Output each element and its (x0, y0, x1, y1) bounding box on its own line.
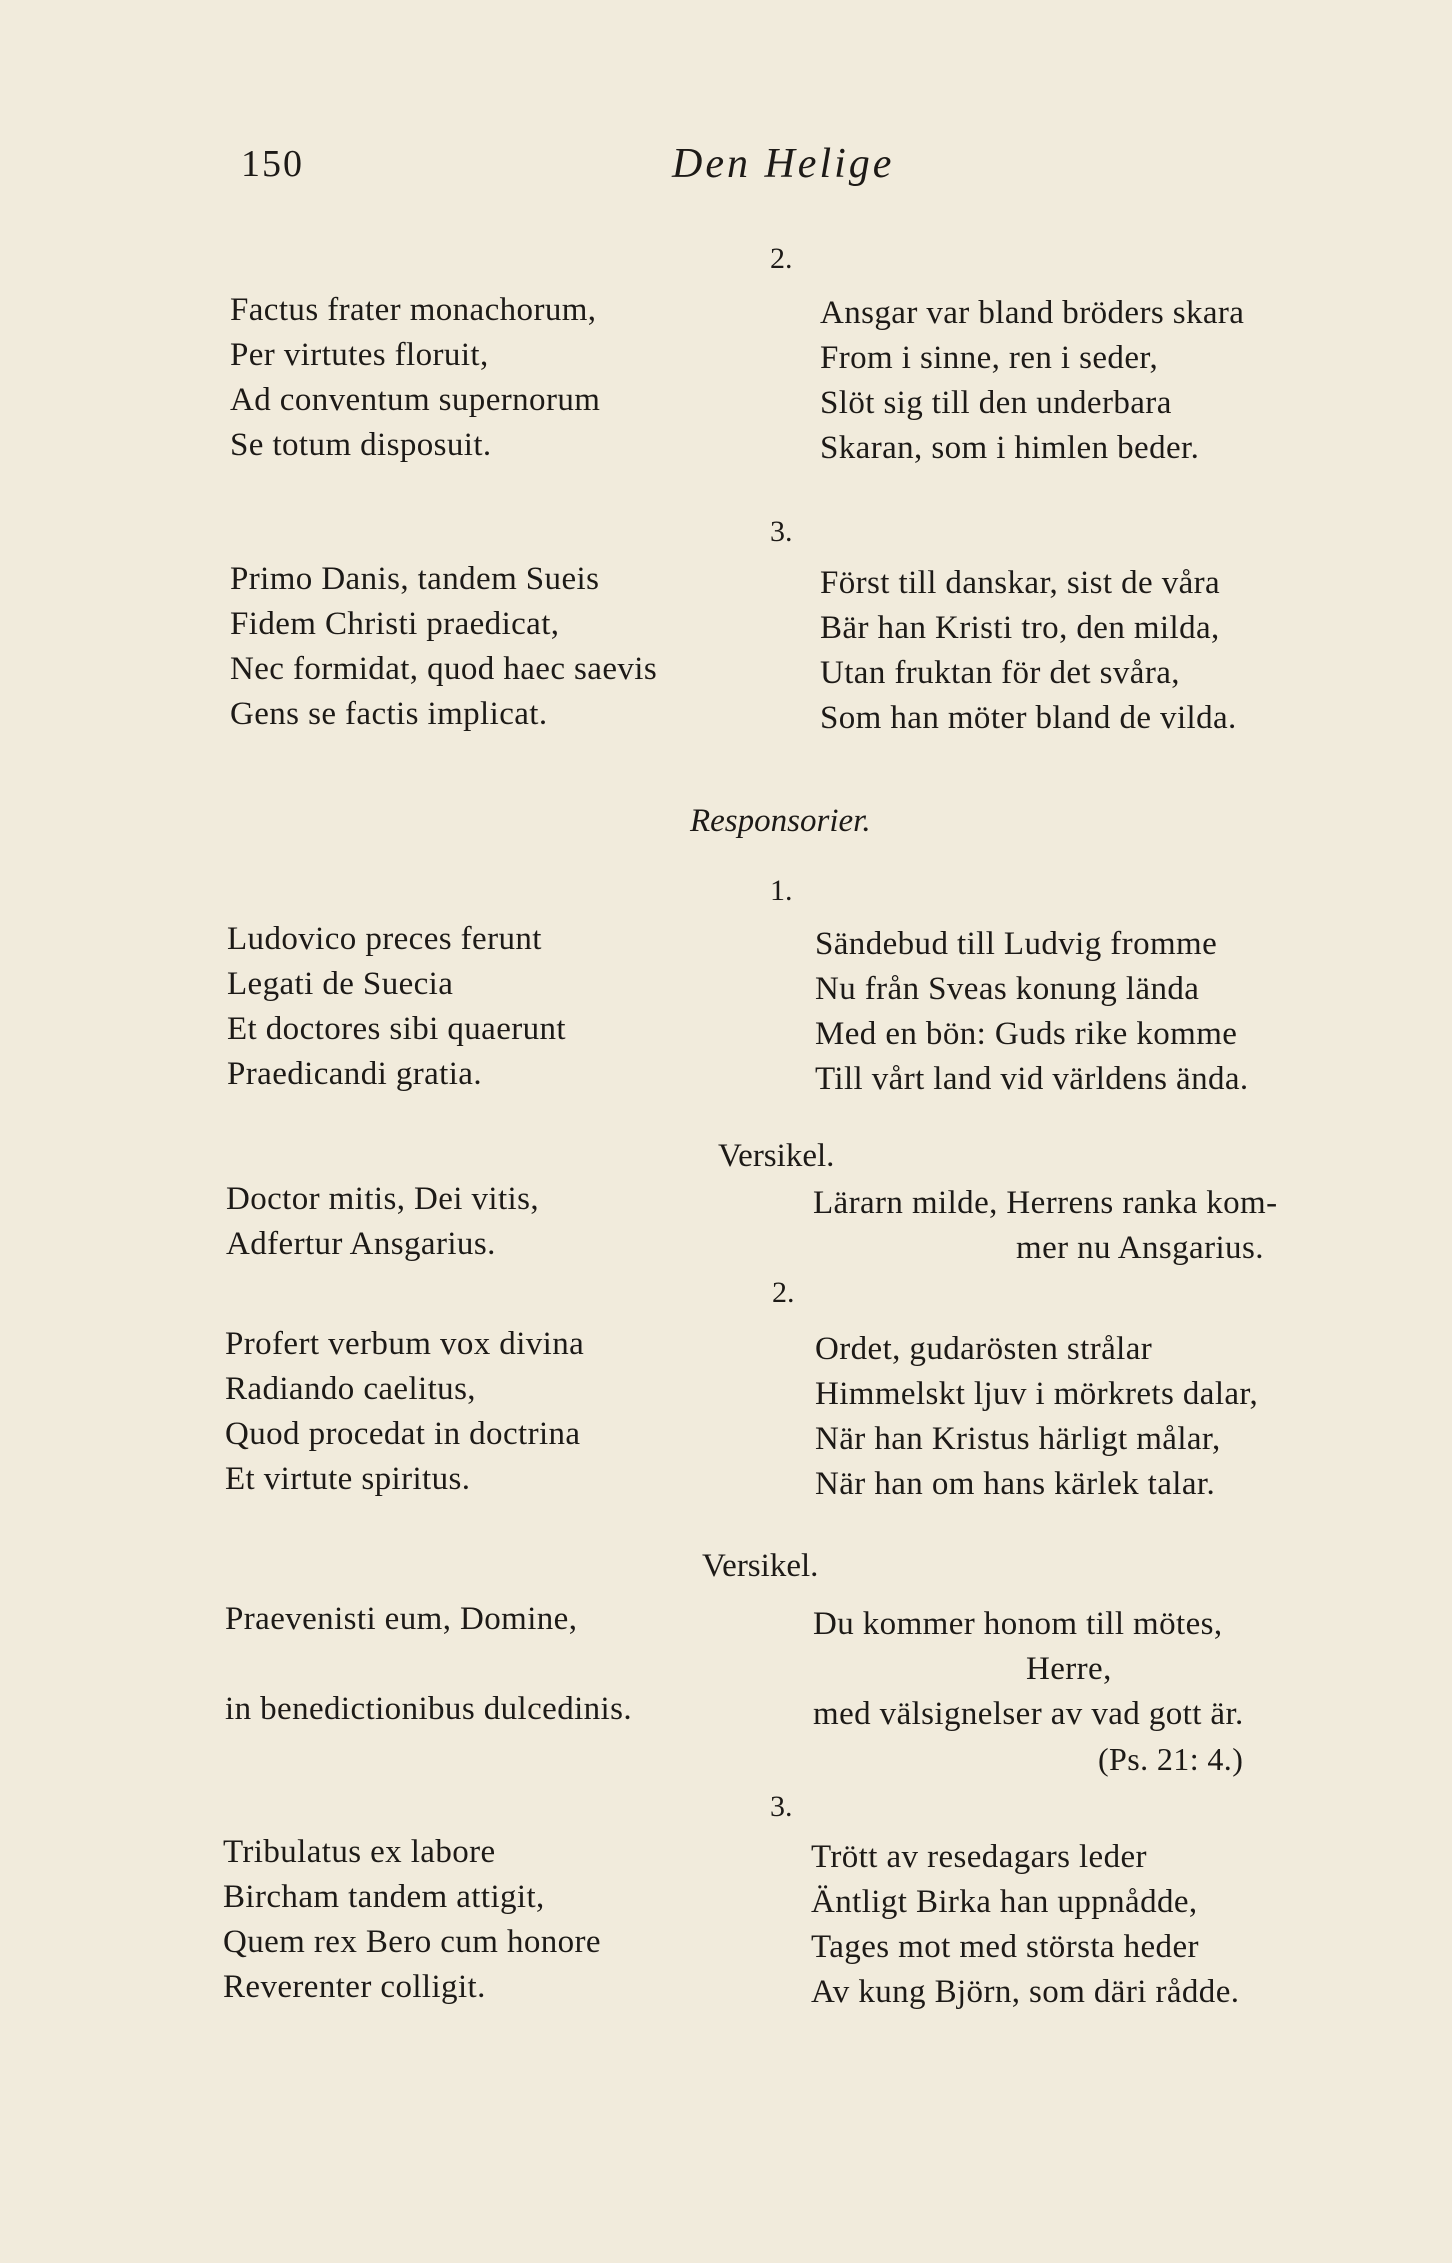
verse-line: Quem rex Bero cum honore (223, 1924, 601, 1960)
verse-line: Först till danskar, sist de våra (820, 565, 1221, 601)
verse-line: Sändebud till Ludvig fromme (815, 926, 1218, 962)
responsory-number: 2. (772, 1276, 795, 1309)
verse-line: Tribulatus ex labore (223, 1834, 496, 1870)
verse-line: Adfertur Ansgarius. (226, 1226, 496, 1262)
verse-line: Et virtute spiritus. (225, 1461, 471, 1497)
responsory-number: 3. (770, 1790, 793, 1823)
verse-line: Per virtutes floruit, (230, 337, 489, 373)
verse-line: Se totum disposuit. (230, 427, 492, 463)
latin-stanza (225, 1322, 584, 1502)
swedish-stanza (815, 1327, 1258, 1507)
verse-line: Radiando caelitus, (225, 1371, 476, 1407)
verse-line: Till vårt land vid världens ända. (815, 1061, 1249, 1097)
swedish-stanza (815, 922, 1249, 1102)
verse-line: Primo Danis, tandem Sueis (230, 561, 600, 597)
verse-line: med välsignelser av vad gott är. (813, 1696, 1244, 1732)
verse-line: Du kommer honom till mötes, (813, 1606, 1223, 1642)
verse-line: Profert verbum vox divina (225, 1326, 585, 1362)
verse-line: Gens se factis implicat. (230, 696, 548, 732)
verse-line: Fidem Christi praedicat, (230, 606, 560, 642)
latin-stanza (223, 1830, 601, 2010)
page-number: 150 (241, 143, 304, 185)
verse-line: Skaran, som i himlen beder. (820, 430, 1200, 466)
verse-line: Ludovico preces ferunt (227, 921, 542, 957)
verse-line: Herre, (1026, 1651, 1112, 1687)
latin-stanza (230, 557, 657, 737)
verse-line: From i sinne, ren i seder, (820, 340, 1159, 376)
verse-line: Lärarn milde, Herrens ranka kom- (813, 1185, 1278, 1221)
verse-line: Reverenter colligit. (223, 1969, 486, 2005)
section-heading: Responsorier. (690, 803, 871, 839)
page-title: Den Helige (672, 141, 895, 187)
verse-line: Quod procedat in doctrina (225, 1416, 581, 1452)
verse-line: När han om hans kärlek talar. (815, 1466, 1216, 1502)
verse-line: Nec formidat, quod haec saevis (230, 651, 658, 687)
verse-line: Ordet, gudarösten strålar (815, 1331, 1153, 1367)
verse-line: När han Kristus härligt målar, (815, 1421, 1221, 1457)
swedish-stanza (820, 291, 1244, 471)
versicle-label: Versikel. (702, 1548, 819, 1584)
stanza-number: 2. (770, 242, 793, 275)
verse-line: Som han möter bland de vilda. (820, 700, 1237, 736)
verse-line: Med en bön: Guds rike komme (815, 1016, 1238, 1052)
verse-line: Legati de Suecia (227, 966, 454, 1002)
responsory-number: 1. (770, 874, 793, 907)
verse-line: Slöt sig till den underbara (820, 385, 1172, 421)
stanza-number: 3. (770, 515, 793, 548)
verse-line: Ansgar var bland bröders skara (820, 295, 1245, 331)
verse-line: Ad conventum supernorum (230, 382, 601, 418)
verse-line: Bär han Kristi tro, den milda, (820, 610, 1220, 646)
verse-line: Doctor mitis, Dei vitis, (226, 1181, 539, 1217)
verse-line: Trött av resedagars leder (811, 1839, 1147, 1875)
verse-line: Bircham tandem attigit, (223, 1879, 545, 1915)
verse-line: in benedictionibus dulcedinis. (225, 1691, 633, 1727)
verse-line: mer nu Ansgarius. (1016, 1230, 1264, 1266)
latin-stanza (227, 917, 566, 1097)
verse-line: Nu från Sveas konung lända (815, 971, 1200, 1007)
verse-line: Äntligt Birka han uppnådde, (811, 1884, 1198, 1920)
versicle-label: Versikel. (718, 1138, 835, 1174)
verse-line: Himmelskt ljuv i mörkrets dalar, (815, 1376, 1259, 1412)
latin-versicle (225, 1597, 632, 1732)
swedish-stanza (811, 1835, 1239, 2015)
latin-versicle (226, 1177, 539, 1267)
verse-line: Praedicandi gratia. (227, 1056, 482, 1092)
verse-line: Praevenisti eum, Domine, (225, 1601, 578, 1637)
verse-line: Av kung Björn, som däri rådde. (811, 1974, 1240, 2010)
swedish-stanza (820, 561, 1237, 741)
latin-stanza (230, 288, 600, 468)
verse-line: Factus frater monachorum, (230, 292, 597, 328)
verse-line: Et doctores sibi quaerunt (227, 1011, 567, 1047)
psalm-reference: (Ps. 21: 4.) (1098, 1741, 1244, 1777)
verse-line: Tages mot med största heder (811, 1929, 1199, 1965)
swedish-versicle (813, 1602, 1244, 1782)
verse-line: Utan fruktan för det svåra, (820, 655, 1180, 691)
swedish-versicle (813, 1181, 1278, 1271)
